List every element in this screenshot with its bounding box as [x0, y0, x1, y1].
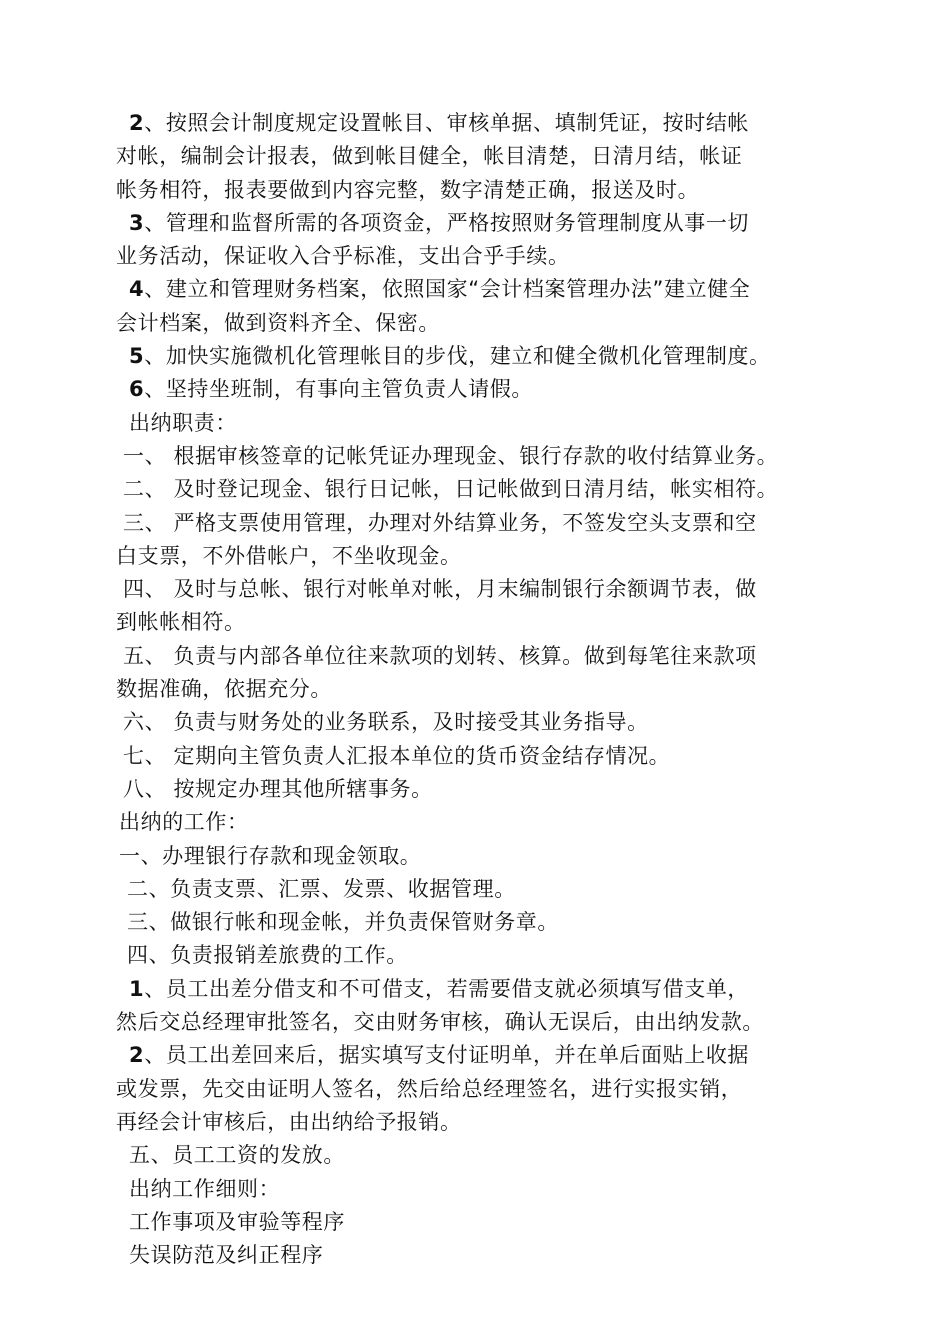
list-item [114, 939, 874, 972]
line-text: 五、 负责与内部各单位往来款项的划转、核算。做到每笔往来款项 [123, 643, 757, 668]
item-number: 5 [129, 344, 145, 369]
section-heading [114, 1173, 874, 1206]
line-text: 或发票，先交由证明人签名，然后给总经理签名，进行实报实销， [116, 1076, 743, 1101]
line-text: 八、 按规定办理其他所辖事务。 [123, 776, 433, 801]
line-text: 、坚持坐班制，有事向主管负责人请假。 [144, 377, 534, 402]
item-number: 2 [129, 1043, 145, 1068]
paragraph-line [114, 307, 874, 340]
list-item [114, 740, 874, 773]
list-item [114, 640, 874, 673]
paragraph-line [114, 240, 874, 273]
paragraph-line [114, 273, 874, 306]
item-number: 1 [129, 976, 145, 1001]
list-item [114, 573, 874, 606]
line-text: 对帐，编制会计报表，做到帐目健全，帐目清楚，日清月结，帐证 [116, 144, 743, 169]
line-text: 业务活动，保证收入合乎标准，支出合乎手续。 [116, 244, 570, 269]
line-text: 四、负责报销差旅费的工作。 [127, 943, 408, 968]
line-text: 、员工出差分借支和不可借支，若需要借支就必须填写借支单， [144, 976, 750, 1001]
line-text: 、加快实施微机化管理帐目的步伐，建立和健全微机化管理制度。 [144, 344, 771, 369]
line-text: 工作事项及审验等程序 [129, 1209, 345, 1234]
list-item [114, 873, 874, 906]
line-text: 七、 定期向主管负责人汇报本单位的货币资金结存情况。 [123, 743, 671, 768]
list-item [114, 1239, 874, 1272]
item-number: 3 [129, 210, 145, 235]
paragraph-line [114, 340, 874, 373]
line-text: 六、 负责与财务处的业务联系，及时接受其业务指导。 [123, 710, 649, 735]
list-item [114, 906, 874, 939]
line-text: 一、办理银行存款和现金领取。 [119, 843, 422, 868]
line-text: 到帐帐相符。 [116, 610, 246, 635]
line-text: 白支票，不外借帐户，不坐收现金。 [116, 543, 462, 568]
line-text: 二、负责支票、汇票、发票、收据管理。 [127, 876, 516, 901]
list-item [114, 706, 874, 739]
line-text: 、建立和管理财务档案，依照国家“会计档案管理办法”建立健全 [144, 277, 751, 302]
paragraph-line [114, 673, 874, 706]
line-text: 五、员工工资的发放。 [129, 1143, 345, 1168]
list-item [114, 1206, 874, 1239]
line-text: 四、 及时与总帐、银行对帐单对帐，月末编制银行余额调节表，做 [123, 577, 757, 602]
paragraph-line [114, 1006, 874, 1039]
item-number: 2 [129, 111, 145, 135]
line-text: 出纳的工作： [119, 810, 249, 835]
paragraph-line [114, 1039, 874, 1072]
list-item [114, 773, 874, 806]
list-item [114, 840, 874, 873]
paragraph-line [114, 1106, 874, 1139]
item-number: 6 [129, 377, 145, 402]
line-text: 出纳工作细则： [129, 1176, 281, 1201]
line-text: 帐务相符，报表要做到内容完整，数字清楚正确，报送及时。 [116, 177, 700, 202]
line-text: 一、 根据审核签章的记帐凭证办理现金、银行存款的收付结算业务。 [123, 443, 779, 468]
paragraph-line [114, 107, 874, 140]
paragraph-line [114, 373, 874, 406]
item-number: 4 [129, 277, 145, 302]
line-text: 然后交总经理审批签名，交由财务审核，确认无误后，由出纳发款。 [116, 1010, 764, 1035]
line-text: 、员工出差回来后，据实填写支付证明单，并在单后面贴上收据 [144, 1043, 750, 1068]
list-item [114, 440, 874, 473]
document-body [114, 107, 874, 1272]
section-heading [114, 806, 874, 839]
line-text: 三、做银行帐和现金帐，并负责保管财务章。 [127, 910, 559, 935]
line-text: 出纳职责： [129, 410, 237, 435]
paragraph-line [114, 140, 874, 173]
line-text: 三、 严格支票使用管理，办理对外结算业务，不签发空头支票和空 [123, 510, 757, 535]
line-text: 、按照会计制度规定设置帐目、审核单据、填制凭证，按时结帐 [144, 111, 750, 135]
line-text: 数据准确，依据充分。 [116, 677, 332, 702]
paragraph-line [114, 973, 874, 1006]
line-text: 再经会计审核后，由出纳给予报销。 [116, 1109, 462, 1134]
paragraph-line [114, 174, 874, 207]
line-text: 失误防范及纠正程序 [129, 1243, 324, 1268]
section-heading [114, 407, 874, 440]
paragraph-line [114, 606, 874, 639]
paragraph-line [114, 207, 874, 240]
paragraph-line [114, 1073, 874, 1106]
line-text: 会计档案，做到资料齐全、保密。 [116, 310, 440, 335]
line-text: 、管理和监督所需的各项资金，严格按照财务管理制度从事一切 [144, 210, 750, 235]
list-item [114, 1139, 874, 1172]
list-item [114, 473, 874, 506]
line-text: 二、 及时登记现金、银行日记帐，日记帐做到日清月结，帐实相符。 [123, 477, 779, 502]
list-item [114, 507, 874, 540]
paragraph-line [114, 540, 874, 573]
